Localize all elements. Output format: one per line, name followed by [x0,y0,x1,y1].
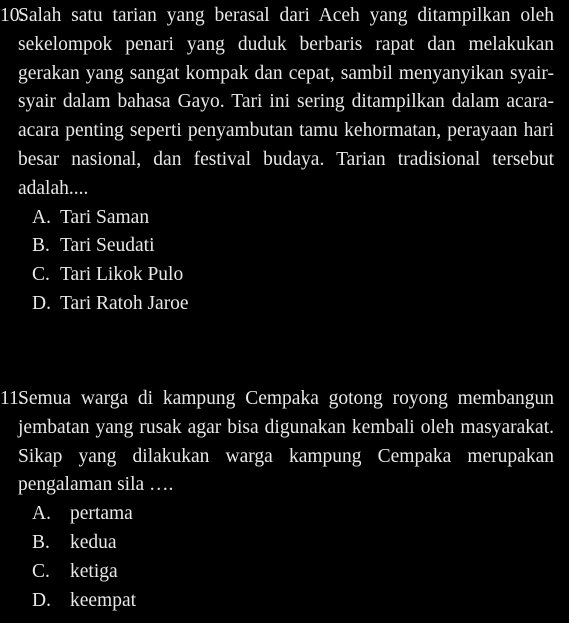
question-number: 11. [0,388,24,409]
option-text: pertama [70,503,133,525]
option-letter: A. [32,206,51,228]
option-letter: D. [32,589,51,611]
option-text: Tari Ratoh Jaroe [60,292,189,314]
option-c[interactable] [0,558,554,587]
question-text: Salah satu tarian yang berasal dari Aceh yang ditampilkan oleh sekelompok penari yang duduk berbaris rapat dan melakukan gerakan yang sangat kompak dan cepat, sambil menyanyikan syair-syair dalam bahasa Gayo. Tari ini sering ditampilkan dalam acara-acara penting seperti penyambutan tamu kehormatan, perayaan hari besar nasional, dan festival budaya. Tarian tradisional tersebut adalah.... [18,5,554,199]
question-number: 10. [0,5,25,26]
option-letter: A. [32,503,51,525]
option-letter: D. [32,292,51,314]
question-text: Semua warga di kampung Cempaka gotong royong membangun jembatan yang rusak agar bisa digunakan kembali oleh masyarakat. Sikap yang dilakukan warga kampung Cempaka merupakan pengalaman sila …. [18,388,554,496]
question-11 [0,385,554,615]
option-letter: B. [32,531,50,553]
option-text: kedua [70,531,117,553]
option-text: Tari Saman [60,206,150,228]
option-b[interactable] [0,232,554,261]
option-text: Tari Likok Pulo [60,264,184,286]
option-text: ketiga [70,560,118,582]
option-d[interactable] [0,587,554,616]
option-text: Tari Seudati [60,235,155,257]
option-a[interactable] [0,500,554,529]
answer-options [0,204,554,319]
option-c[interactable] [0,261,554,290]
option-text: keempat [70,589,137,611]
answer-options [0,500,554,615]
option-letter: C. [32,560,50,582]
question-10 [0,2,554,319]
option-letter: B. [32,235,50,257]
option-a[interactable] [0,204,554,233]
option-letter: C. [32,264,50,286]
option-d[interactable] [0,290,554,319]
option-b[interactable] [0,529,554,558]
